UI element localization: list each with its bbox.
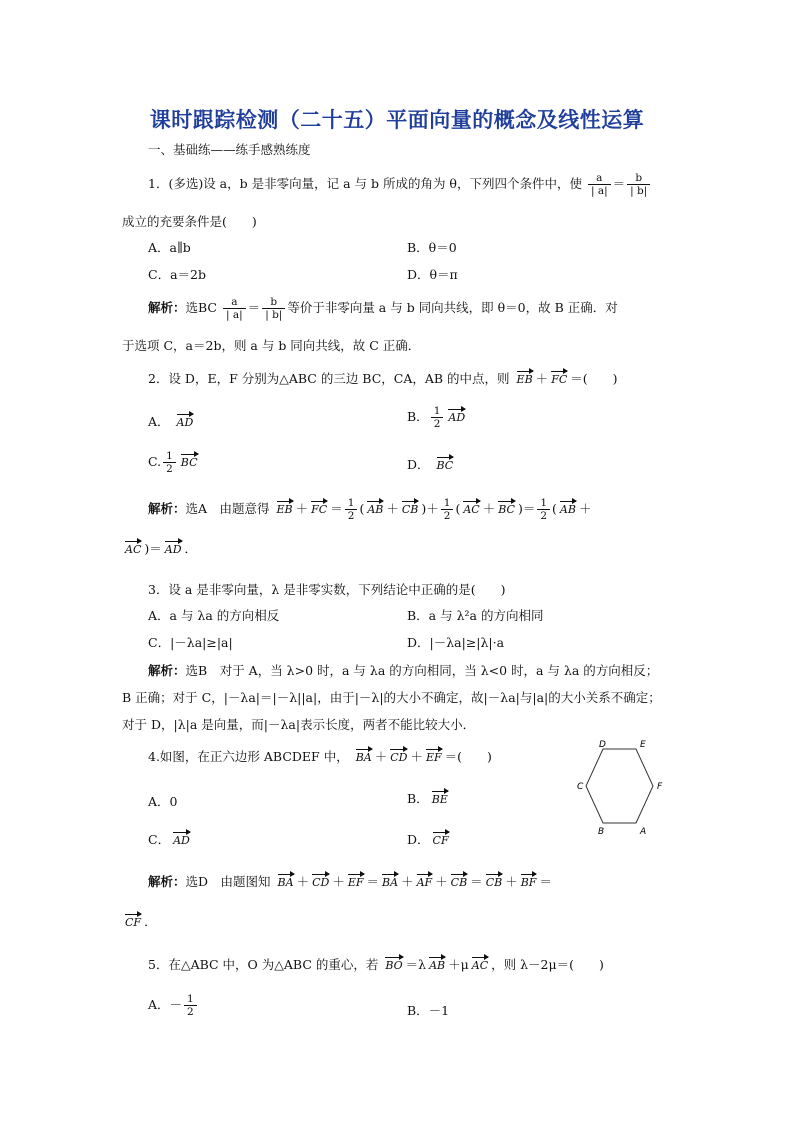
q1-frac-a-den: | a| xyxy=(590,185,608,197)
q2-answer-blank: ＝( ) xyxy=(570,371,618,386)
section-heading: 一、基础练——练手感熟练度 xyxy=(148,142,311,157)
q2-option-b-letter: B． xyxy=(407,409,429,424)
q3-solution-line2: B 正确；对于 C，|－λa|＝|－λ||a|，由于|－λ|的大小不确定，故|－λa|与|a|的大小关系不确定； xyxy=(122,690,661,705)
q1-solution-label: 解析： xyxy=(148,300,186,315)
q3-solution-line3: 对于 D，|λ|a 是向量，而|－λa|表示长度，两者不能比较大小． xyxy=(122,717,476,732)
vector-ad: AD xyxy=(173,830,190,847)
half-num: 1 xyxy=(163,450,176,463)
vector-ad: AD xyxy=(165,539,182,556)
q1-equals: ＝ xyxy=(612,176,626,191)
vector-ac: AC xyxy=(463,499,479,516)
q1-stem xyxy=(148,172,652,197)
vector-bf: BF xyxy=(521,872,537,889)
plus-sign: ＋ xyxy=(386,501,399,516)
hexagon-shape xyxy=(586,749,653,823)
half-num: 1 xyxy=(184,993,197,1006)
q1-stem-text: 1．(多选)设 a，b 是非零向量，记 a 与 b 所成的角为 θ，下列四个条件中，使 xyxy=(148,176,582,191)
q1-solution xyxy=(148,296,618,321)
plus-sign: ＋ xyxy=(535,371,549,386)
q1-sol-frac-a-num: a xyxy=(223,296,246,309)
vector-af: AF xyxy=(417,872,433,889)
vector-ac: AC xyxy=(472,955,488,972)
q4-option-c xyxy=(148,830,193,848)
q4-option-a: A．0 xyxy=(148,794,178,809)
q2-option-c xyxy=(148,450,201,475)
vector-bo: BO xyxy=(385,955,402,972)
q2-option-d xyxy=(407,455,456,473)
half-den: 2 xyxy=(433,418,441,430)
q1-fraction-a xyxy=(588,172,611,197)
vector-cd: CD xyxy=(390,747,407,764)
vector-ef: EF xyxy=(426,747,442,764)
half-fraction xyxy=(184,993,197,1018)
vector-bc: BC xyxy=(498,499,515,516)
q4-solution-cont xyxy=(122,912,157,930)
q3-solution xyxy=(148,661,658,679)
vector-cf: CF xyxy=(125,912,141,929)
q5-stem-text: 5．在△ABC 中，O 为△ABC 的重心，若 xyxy=(148,957,379,972)
q1-solution-cont: 于选项 C，a＝2b，则 a 与 b 同向共线，故 C 正确． xyxy=(122,338,421,353)
q1-sol-fraction-a xyxy=(223,296,246,321)
page-title: 课时跟踪检测（二十五）平面向量的概念及线性运算 xyxy=(149,107,645,132)
q1-solution-text: 等价于非零向量 a 与 b 同向共线，即 θ＝0，故 B 正确．对 xyxy=(287,300,618,315)
plus-sign: ＋ xyxy=(295,501,309,516)
vector-ba: BA xyxy=(382,872,398,889)
q1-sol-frac-a-den: | a| xyxy=(225,309,243,321)
q2-stem-text: 2．设 D，E，F 分别为△ABC 的三边 BC，CA，AB 的中点，则 xyxy=(148,371,510,386)
q5-option-a-letter: A．－ xyxy=(148,997,183,1012)
half-num: 1 xyxy=(441,497,454,510)
half-fraction xyxy=(537,497,550,522)
plus-sign: ＋ xyxy=(482,501,496,516)
q2-option-a xyxy=(148,412,196,430)
q1-sol-frac-b-den: | b| xyxy=(265,309,283,321)
q2-option-c-letter: C. xyxy=(148,454,162,469)
q1-frac-a-num: a xyxy=(588,172,611,185)
q3-option-d: D．|－λa|≥|λ|·a xyxy=(407,635,505,650)
q3-option-c: C．|－λa|≥|a| xyxy=(148,635,233,650)
lambda-term: ＝λ xyxy=(405,957,427,972)
q4-option-c-letter: C． xyxy=(148,832,171,847)
q2-solution-end: ． xyxy=(184,541,198,556)
q4-solution: 解析：选D 由题图知 BA ＋ CD ＋ EF ＝ BA ＋ AF ＋ CB ＝ CB ＋ BF ＝ xyxy=(148,874,552,889)
hexagon-diagram xyxy=(570,737,680,837)
q2-option-d-letter: D． xyxy=(407,457,430,472)
q2-option-b xyxy=(407,405,468,430)
q4-solution-label: 解析： xyxy=(148,874,186,889)
vector-eb: EB xyxy=(277,499,293,516)
half-num: 1 xyxy=(431,405,444,418)
vertex-b-label: B xyxy=(598,827,605,837)
vector-fc: FC xyxy=(551,369,567,386)
vector-ba: BA xyxy=(278,872,294,889)
q1-option-d: D．θ＝π xyxy=(407,267,458,282)
q3-option-b: B．a 与 λ²a 的方向相同 xyxy=(407,608,544,623)
vector-ba: BA xyxy=(356,747,372,764)
q1-option-a: A．a∥b xyxy=(148,240,191,255)
q2-option-a-letter: A． xyxy=(148,414,170,429)
half-num: 1 xyxy=(537,497,550,510)
q2-solution-label: 解析： xyxy=(148,501,186,516)
q1-fraction-b xyxy=(627,172,650,197)
q4-solution-end: ． xyxy=(144,914,157,929)
q4-option-d-letter: D． xyxy=(407,832,430,847)
half-den: 2 xyxy=(347,510,355,522)
q4-stem-text: 4.如图，在正六边形 ABCDEF 中， xyxy=(148,749,349,764)
vector-ab: AB xyxy=(560,499,576,516)
q1-option-b: B．θ＝0 xyxy=(407,240,457,255)
q1-sol-fraction-b xyxy=(262,296,285,321)
half-fraction xyxy=(163,450,176,475)
vector-cb: CB xyxy=(402,499,419,516)
vector-ef: EF xyxy=(348,872,364,889)
vector-cf: CF xyxy=(433,830,449,847)
half-den: 2 xyxy=(443,510,451,522)
half-den: 2 xyxy=(540,510,548,522)
half-fraction xyxy=(431,405,444,430)
q1-sol-equals: ＝ xyxy=(247,300,261,315)
half-den: 2 xyxy=(166,463,173,475)
vector-ad: AD xyxy=(177,412,194,429)
q4-stem: 4.如图，在正六边形 ABCDEF 中， BA ＋ CD ＋ EF ＝( ) xyxy=(148,749,492,764)
vector-ad: AD xyxy=(448,407,465,424)
mu-term: ＋μ xyxy=(448,957,469,972)
q1-frac-b-num: b xyxy=(627,172,650,185)
q5-option-a xyxy=(148,993,199,1018)
q2-stem xyxy=(148,369,618,387)
q2-solution-text: 选A 由题意得 xyxy=(185,501,270,516)
q3-solution-line1: 选B 对于 A，当 λ>0 时，a 与 λa 的方向相同，当 λ<0 时，a 与 λa 的方向相反； xyxy=(185,663,659,678)
vertex-d-label: D xyxy=(599,740,606,750)
half-num: 1 xyxy=(345,497,358,510)
vector-be: BE xyxy=(432,789,448,806)
q2-solution-cont: AC )＝ AD ． xyxy=(125,541,198,556)
vector-cb: CB xyxy=(486,872,503,889)
half-fraction xyxy=(345,497,358,522)
q1-stem-cont: 成立的充要条件是( ) xyxy=(122,214,257,229)
q1-sol-frac-b-num: b xyxy=(262,296,285,309)
q1-solution-choice: 选BC xyxy=(185,300,217,315)
vertex-e-label: E xyxy=(640,740,646,750)
vertex-f-label: F xyxy=(657,782,663,792)
vector-ac: AC xyxy=(125,539,141,556)
q4-option-d xyxy=(407,830,452,848)
q4-answer-blank: ＝( ) xyxy=(444,749,492,764)
vector-ab: AB xyxy=(367,499,383,516)
vector-bc: BC xyxy=(437,455,454,472)
q3-solution-label: 解析： xyxy=(148,663,186,678)
q3-option-a: A．a 与 λa 的方向相反 xyxy=(148,608,280,623)
q5-stem-end: ，则 λ－2μ＝( ) xyxy=(491,957,604,972)
vertex-c-label: C xyxy=(577,782,584,792)
q4-option-b xyxy=(407,789,451,807)
half-den: 2 xyxy=(187,1006,194,1018)
q5-stem xyxy=(148,955,604,973)
vertex-a-label: A xyxy=(640,827,647,837)
q3-stem: 3．设 a 是非零向量，λ 是非零实数，下列结论中正确的是( ) xyxy=(148,582,506,597)
q4-solution-text: 选D 由题图知 xyxy=(185,874,271,889)
vector-cd: CD xyxy=(312,872,329,889)
vector-ab: AB xyxy=(429,955,445,972)
q5-option-b: B．－1 xyxy=(407,1003,450,1018)
vector-cb: CB xyxy=(451,872,468,889)
vector-bc: BC xyxy=(181,452,198,469)
vector-eb: EB xyxy=(517,369,533,386)
q1-frac-b-den: | b| xyxy=(630,185,648,197)
plus-sign: ＋ xyxy=(578,501,592,516)
q2-solution: 解析：选A 由题意得 EB ＋ FC ＝ $\frac{1}{2}$ ( AB ＋ CB )＋ $\frac{1}{2}$ ( AC ＋ BC )＝ $\frac{1}{2}$ ( AB ＋ xyxy=(148,497,592,522)
vector-fc: FC xyxy=(311,499,327,516)
q4-option-b-letter: B． xyxy=(407,791,429,806)
q1-option-c: C．a＝2b xyxy=(148,267,206,282)
half-fraction xyxy=(441,497,454,522)
